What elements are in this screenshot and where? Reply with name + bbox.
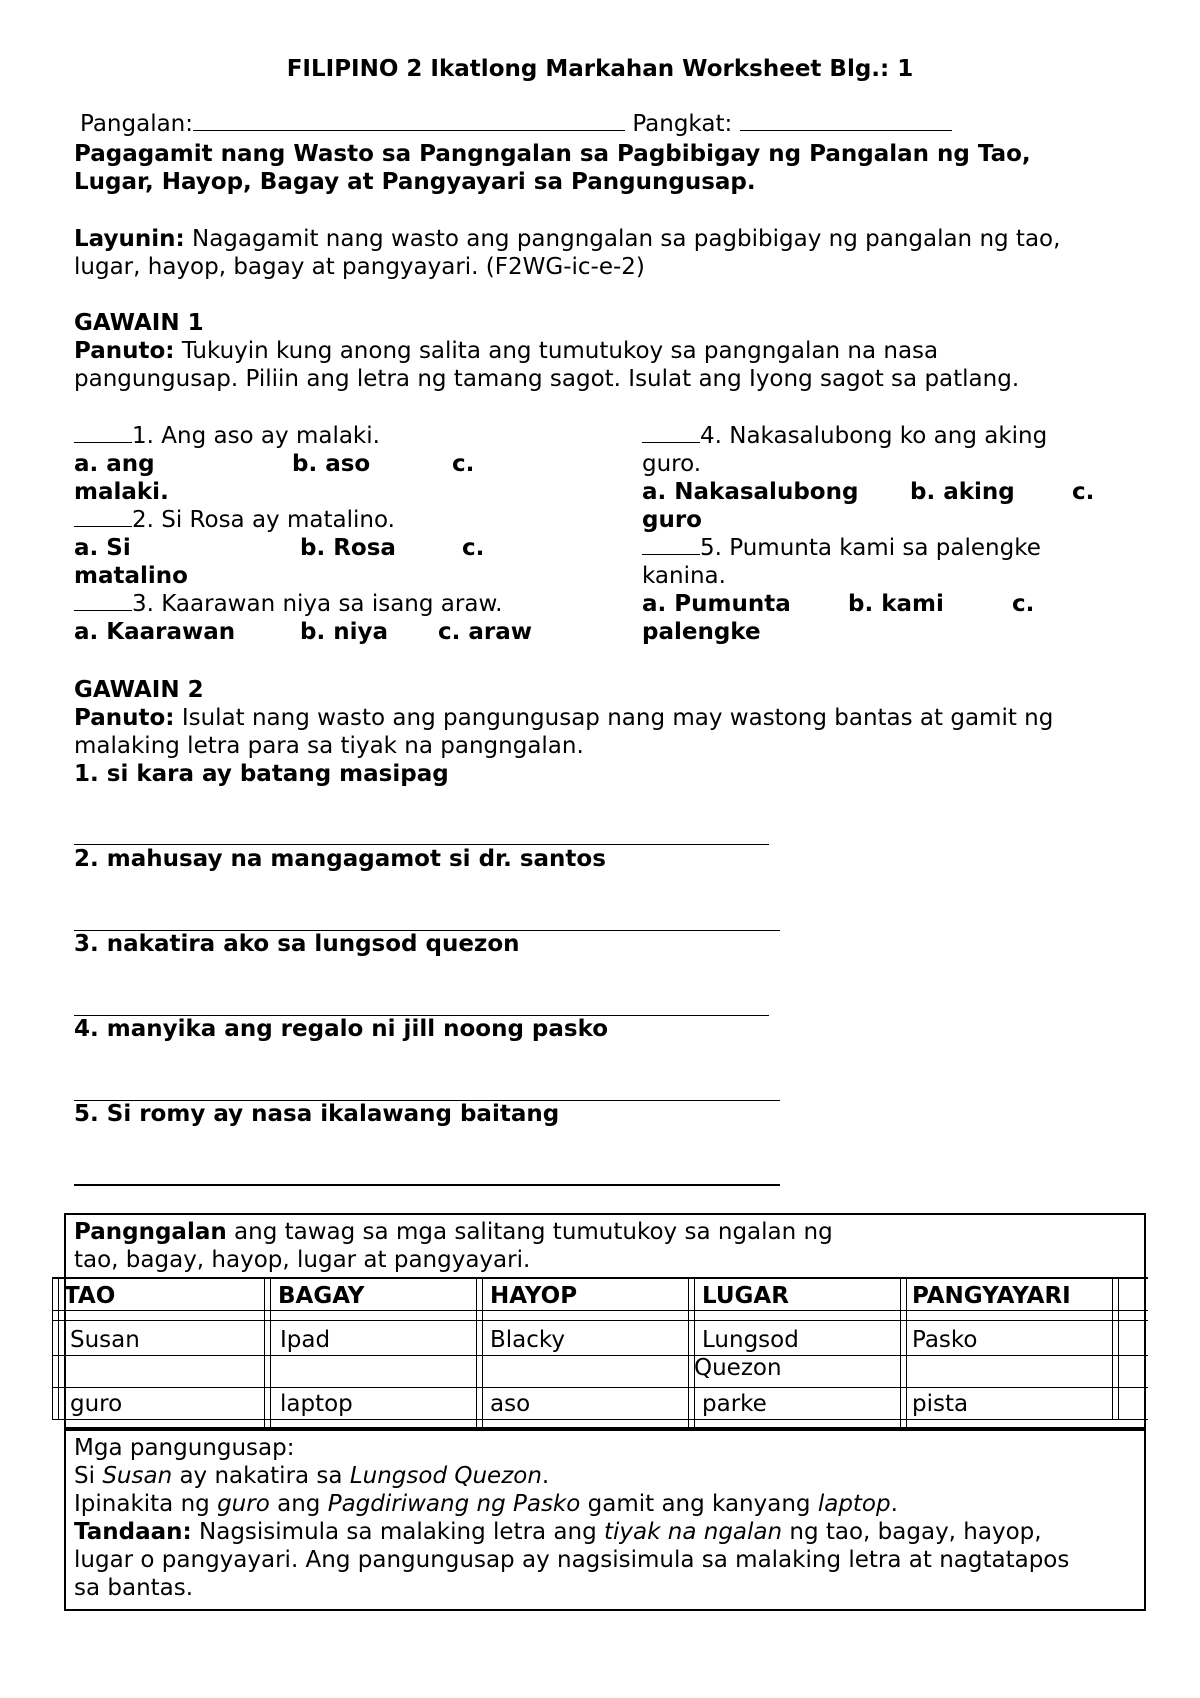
question-1: 1. Ang aso ay malaki. [74,422,380,450]
topic-line-2: Lugar, Hayop, Bagay at Pangyayari sa Pangungusap. [74,169,756,195]
activity2-directions-1: Panuto: Isulat nang wasto ang pangungusap nang may wastong bantas at gamit ng [74,705,1054,731]
table-row2-top [52,1387,1148,1388]
answer-blank-4[interactable] [642,424,700,443]
q5-choice-c-text: palengke [642,619,761,645]
table-cell-bagay-1: Ipad [280,1327,331,1353]
table-header-pangyayari: PANGYAYARI [912,1283,1071,1309]
table-header-bottom [52,1310,1148,1311]
objective-label: Layunin: [74,226,185,252]
sentence-item-3: 3. nakatira ako sa lungsod quezon [74,931,520,957]
page-title: FILIPINO 2 Ikatlong Markahan Worksheet Blg.: 1 [286,56,914,82]
table-cell-tao-2: guro [70,1391,123,1417]
table-cell-tao-1: Susan [70,1327,140,1353]
answer-blank-1[interactable] [74,424,132,443]
table-top-border [52,1277,1148,1279]
remember-line-1: Tandaan: Nagsisimula sa malaking letra ang tiyak na ngalan ng tao, bagay, hayop, [74,1519,1042,1545]
sentence-item-2: 2. mahusay na mangagamot si dr. santos [74,846,606,872]
table-header-bagay: BAGAY [278,1283,365,1309]
activity2-directions-2: malaking letra para sa tiyak na pangngalan. [74,733,584,759]
q4-choice-c-text: guro [642,507,702,533]
question-5-cont: kanina. [642,563,726,589]
sentence-item-4: 4. manyika ang regalo ni jill noong pasko [74,1016,609,1042]
q3-choice-a: a. Kaarawan [74,619,236,645]
question-4: 4. Nakasalubong ko ang aking [642,422,1047,450]
activity1-directions-2: pangungusap. Piliin ang letra ng tamang sagot. Isulat ang Iyong sagot sa patlang. [74,366,1020,392]
objective-line-2: lugar, hayop, bagay at pangyayari. (F2WG-ic-e-2) [74,254,645,280]
table-cell-hayop-2: aso [490,1391,531,1417]
table-header-lugar: LUGAR [702,1283,789,1309]
q4-choice-c: c. [1072,479,1095,505]
table-vline-3b [694,1277,695,1429]
sentence-item-1: 1. si kara ay batang masipag [74,761,449,787]
q1-choice-c: c. [452,451,475,477]
q3-choice-b: b. niya [300,619,388,645]
group-field[interactable] [740,110,952,131]
q1-choice-b: b. aso [292,451,371,477]
table-vline-5a [1112,1277,1113,1419]
activity2-directions-label: Panuto: [74,705,175,731]
table-cell-bagay-2: laptop [280,1391,353,1417]
activity2-heading: GAWAIN 2 [74,677,204,703]
q2-choice-c-text: matalino [74,563,188,589]
noun-definition-2: tao, bagay, hayop, lugar at pangyayari. [74,1247,531,1273]
table-vline-2b [482,1277,483,1429]
table-cell-pangyayari-1: Pasko [912,1327,978,1353]
table-vline-4a [900,1277,901,1429]
question-5: 5. Pumunta kami sa palengke [642,534,1041,562]
table-row1-top [52,1320,1148,1321]
q2-choice-a: a. Si [74,535,131,561]
q4-choice-a: a. Nakasalubong [642,479,859,505]
q1-choice-c-text: malaki. [74,479,169,505]
question-4-cont: guro. [642,451,702,477]
remember-line-3: sa bantas. [74,1575,194,1601]
answer-blank-2[interactable] [74,508,132,527]
activity1-directions-1: Panuto: Tukuyin kung anong salita ang tumutukoy sa pangngalan na nasa [74,338,939,364]
table-vline-3a [688,1277,689,1429]
table-header-hayop: HAYOP [490,1283,578,1309]
example-sentence-2: Ipinakita ng guro ang Pagdiriwang ng Pasko gamit ang kanyang laptop. [74,1491,898,1517]
table-cell-hayop-1: Blacky [490,1327,566,1353]
question-3: 3. Kaarawan niya sa isang araw. [74,590,502,618]
table-vline-0b [58,1277,59,1419]
topic-line-1: Pagagamit nang Wasto sa Pangngalan sa Pagbibigay ng Pangalan ng Tao, [74,141,1031,167]
q5-choice-a: a. Pumunta [642,591,791,617]
sentence-item-5: 5. Si romy ay nasa ikalawang baitang [74,1101,560,1127]
objective-text-1: Nagagamit nang wasto ang pangngalan sa pagbibigay ng pangalan ng tao, [184,226,1061,252]
activity1-heading: GAWAIN 1 [74,310,204,336]
q5-choice-c: c. [1012,591,1035,617]
question-2: 2. Si Rosa ay matalino. [74,506,395,534]
answer-blank-5[interactable] [642,536,700,555]
q3-choice-c: c. araw [438,619,533,645]
remember-label: Tandaan: [74,1519,192,1545]
q5-choice-b: b. kami [848,591,944,617]
table-cell-pangyayari-2: pista [912,1391,969,1417]
noun-definition-1: Pangngalan ang tawag sa mga salitang tumutukoy sa ngalan ng [74,1219,833,1245]
table-row2-bottom [52,1419,1148,1420]
q2-choice-b: b. Rosa [300,535,396,561]
name-field[interactable] [193,110,625,131]
name-group-line [80,110,952,138]
table-vline-1a [264,1277,265,1429]
name-label: Pangalan: [80,111,194,137]
example-sentence-1: Si Susan ay nakatira sa Lungsod Quezon. [74,1463,550,1489]
table-vline-1b [270,1277,271,1429]
table-header-tao: TAO [64,1283,116,1309]
answer-blank-3[interactable] [74,592,132,611]
table-row1-mid [52,1355,1148,1356]
table-cell-lugar-1-cont: Quezon [694,1355,782,1381]
table-vline-2a [476,1277,477,1429]
q1-choice-a: a. ang [74,451,155,477]
q2-choice-c: c. [462,535,485,561]
group-label: Pangkat: [632,111,733,137]
table-vline-0a [52,1277,53,1419]
answer-line-5[interactable] [74,1184,780,1186]
table-vline-4b [906,1277,907,1429]
remember-line-2: lugar o pangyayari. Ang pangungusap ay nagsisimula sa malaking letra at nagtatapos [74,1547,1070,1573]
q4-choice-b: b. aking [910,479,1015,505]
activity1-directions-label: Panuto: [74,338,175,364]
table-vline-5b [1118,1277,1119,1419]
table-cell-lugar-2: parke [702,1391,767,1417]
notes-heading: Mga pangungusap: [74,1435,295,1461]
table-cell-lugar-1: Lungsod [702,1327,799,1353]
objective-line-1 [74,225,1060,253]
